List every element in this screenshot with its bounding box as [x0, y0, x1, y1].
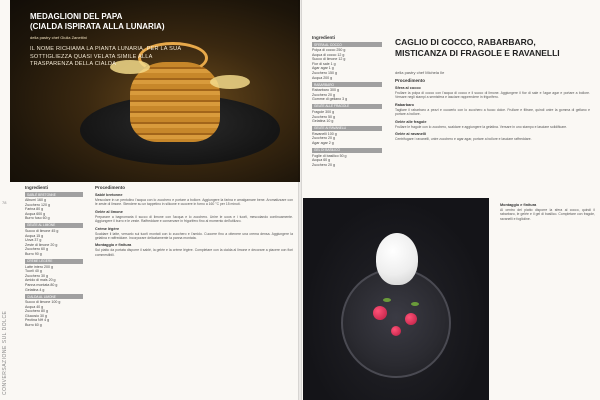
hero-photo: [10, 0, 300, 182]
procedure-step-title: Montaggio e finitura: [95, 243, 132, 248]
procedure-step-text: Preparare a bagnomaria il succo di limone con l'acqua e lo zucchero. Unire le uova e i tuorli, mescolando continuamente. Aggiungere il burro e le zeste. Raffreddare e conservare in frigorifero fino al momento dell'utilizzo.: [95, 214, 293, 224]
ingredient-line: Glucosio 30 g: [25, 313, 47, 318]
strawberry-image: [373, 306, 387, 320]
ingredient-line: Succo di limone 100 g: [25, 300, 61, 305]
strawberry-image: [405, 313, 417, 325]
ingredient-group-title: GELÉE ALLE FRAGOLE: [312, 104, 382, 109]
ingredient-line: Panna montata 80 g: [25, 282, 58, 287]
page-number: 78: [2, 200, 7, 205]
ingredient-group-title: RABARBARO: [312, 82, 382, 87]
procedure-step-text: Mescolare in un pentolino l'acqua con lo zucchero e portare a bollore. Aggiungere la farina e amalgamare bene. Aromatizzare con le zeste di limone. Stendere su un tappetino in silicone e cuocere in forno a 160 °C per 15 minuti.: [95, 198, 293, 207]
ingredient-line: Agar agar 2 g: [312, 140, 334, 145]
procedure-heading: Procedimento: [395, 78, 426, 83]
ingredient-line: Acqua 200 g: [312, 75, 333, 80]
ingredient-group-title: GELÉE AI RAVANELLI: [312, 126, 382, 131]
ingredient-line: Succo di limone 12 g: [312, 57, 346, 62]
ingredient-line: Zucchero 30 g: [25, 273, 48, 278]
ingredient-line: Polpa di cocco 250 g: [312, 48, 346, 52]
montaggio-section: [500, 200, 595, 221]
procedure-step-title: Sfera al cocco: [395, 86, 421, 90]
procedure-step-title: Gelée al limone: [95, 209, 123, 214]
leaf-image: [411, 302, 419, 306]
ingredient-line: Uova 37 g: [25, 238, 42, 243]
recipe-quote: IL NOME RICHIAMA LA PIANTA LUNARIA, PER LA SUA SOTTIGLIEZZA QUASI VELATA SIMILE ALLA TRASPARENZA DELLA CIALDA: [30, 46, 181, 67]
wafer-stack-image: [130, 62, 220, 142]
ingredient-line: Fior di sale 1 g: [312, 61, 336, 66]
ingredient-line: Burro 90 g: [25, 251, 42, 256]
procedure-step-text: Tagliare il rabarbaro a pezzi e cuocerlo con lo zucchero a fuoco dolce. Frullare e filtrare, quindi unire la gomma di gellano e portare a bollore.: [395, 107, 590, 117]
ingredient-line: Gelatina 10 g: [312, 119, 334, 124]
ingredient-line: Agar agar 1 g: [312, 66, 334, 71]
ingredient-line: Albumi 160 g: [25, 198, 46, 202]
page-gutter: [298, 0, 302, 400]
procedure-step-title: Gelée ai ravanelli: [395, 132, 427, 137]
montaggio-text: Al centro del piatto disporre la sfera al cocco, quindi il rabarbaro, le gelée e il gel di basilico. Completare con fragole, ravanelli e foglioline.: [500, 208, 595, 221]
ingredient-line: Ravanelli 100 g: [312, 131, 337, 136]
procedure-step-title: Sablé bretonne: [95, 193, 123, 197]
ingredient-group-title: GEL DI BASILICO: [312, 148, 382, 153]
ingredient-line: Burro 60 g: [25, 323, 42, 328]
procedure-step-text: Centrifugare i ravanelli, unire zucchero e agar agar, portare a bollore e lasciare raffreddare.: [395, 137, 532, 142]
ingredient-line: Zucchero 120 g: [25, 202, 50, 207]
procedure-step-text: Sul piatto da portata disporre il sablé, la gelée e la crème légère. Completare con la cialda al limone e decorare a piacere con fiori commestibili.: [95, 248, 293, 257]
recipe-title: MEDAGLIONI DEL PAPA (CIALDA ISPIRATA ALLA LUNARIA): [30, 12, 165, 31]
cialda-crisp-image: [210, 75, 250, 89]
recipe-author: della pastry chef Giulia Zanettini: [30, 35, 87, 40]
ingredient-line: Zucchero 20 g: [312, 136, 335, 141]
leaf-image: [383, 298, 391, 302]
ingredient-line: Zeste di limone 20 g: [25, 242, 58, 247]
radish-image: [391, 326, 401, 336]
procedure-column: [395, 78, 590, 141]
ingredient-line: Fragole 300 g: [312, 109, 335, 114]
ingredient-line: Zucchero 60 g: [25, 247, 48, 252]
ingredient-line: Acqua 15 g: [25, 233, 44, 238]
ingredient-line: Acqua 600 g: [25, 211, 46, 216]
ingredient-group-title: SABLÉ BRETONNE: [25, 192, 83, 197]
right-page: [300, 0, 600, 400]
ingredient-line: Zucchero 150 g: [312, 70, 337, 75]
ingredient-line: Succo di limone 45 g: [25, 228, 59, 233]
ingredients-column: [25, 185, 83, 328]
dessert-photo: [303, 198, 489, 400]
ingredient-line: Zucchero 80 g: [25, 309, 48, 314]
ingredients-heading: Ingredienti: [25, 185, 49, 190]
ingredient-group-title: CIALDA AL LIMONE: [25, 294, 83, 299]
ingredients-column: [312, 35, 382, 167]
coconut-sphere-image: [376, 233, 418, 285]
procedure-step-title: Crème légère: [95, 226, 120, 231]
procedure-heading: Procedimento: [95, 185, 126, 190]
ingredients-heading: Ingredienti: [312, 35, 336, 40]
montaggio-title: Montaggio e finitura: [500, 203, 537, 207]
recipe-author: della pastry chef Michela Ile: [395, 70, 445, 75]
ingredient-line: Burro fuso 60 g: [25, 216, 50, 221]
ingredient-line: Acqua di cocco 12 g: [312, 52, 345, 57]
ingredient-line: Acqua 60 g: [312, 158, 331, 163]
ingredient-line: Pectina NH 4 g: [25, 318, 50, 323]
ingredient-line: Acqua 40 g: [25, 304, 44, 309]
procedure-step-text: Frullare la polpa di cocco con l'acqua di cocco e il succo di limone. Aggiungere il fior di sale e l'agar agar e portare a bollore. Versare negli stampi a semisfera e lasciare rapprendere in frigorifero.: [395, 91, 590, 100]
ingredient-line: Rabarbaro 300 g: [312, 88, 339, 93]
ingredient-line: Amido di mais 20 g: [25, 278, 56, 283]
ingredient-group-title: CRÈME LÉGÈRE: [25, 259, 83, 264]
ingredient-group-title: GELÉE AL LIMONE: [25, 223, 83, 228]
recipe-title: CAGLIO DI COCCO, RABARBARO, MISTICANZA DI FRAGOLE E RAVANELLI: [395, 37, 560, 58]
ingredient-line: Gelatina 4 g: [25, 287, 45, 292]
ingredient-line: Zucchero 20 g: [312, 162, 335, 167]
ingredient-line: Latte intero 200 g: [25, 264, 53, 269]
ingredient-line: Tuorli 40 g: [25, 269, 42, 274]
ingredient-group-title: SFERA AL COCCO: [312, 42, 382, 47]
procedure-step-text: Frullare le fragole con lo zucchero, scaldare e aggiungere la gelatina. Versare in uno stampo e lasciare solidificare.: [395, 124, 568, 129]
procedure-step-text: Scaldare il latte, versarlo sui tuorli montati con lo zucchero e l'amido. Cuocere fino a ottenere una crema densa. Aggiungere la gelatina e raffreddare. Incorporare delicatamente la panna montata.: [95, 231, 293, 241]
ingredient-line: Gomme di gellano 3 g: [312, 97, 348, 102]
ingredient-line: Zucchero 50 g: [312, 114, 335, 119]
ingredient-line: Farina 80 g: [25, 207, 44, 212]
procedure-step-title: Rabarbaro: [395, 102, 414, 107]
procedure-step-title: Gelée alle fragole: [395, 119, 427, 124]
ingredient-line: Zucchero 20 g: [312, 92, 335, 97]
hero-overlay: [30, 12, 195, 69]
ingredient-line: Foglie di basilico 50 g: [312, 153, 347, 158]
section-label: CONVERSAZIONE SUL DOLCE: [2, 310, 8, 395]
procedure-column: [95, 185, 293, 257]
